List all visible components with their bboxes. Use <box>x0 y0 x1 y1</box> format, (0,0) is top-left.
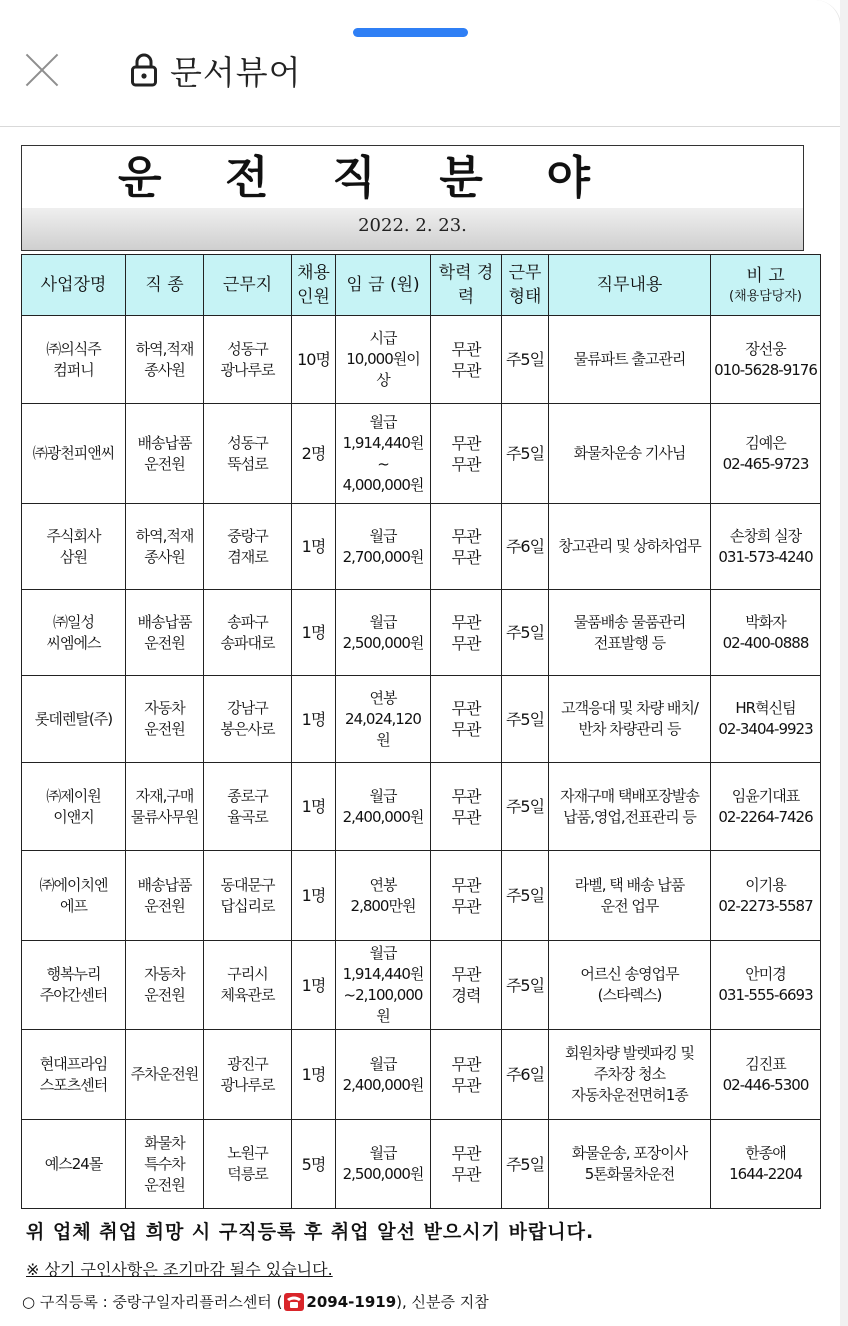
hiring-count-cell <box>292 1030 336 1120</box>
footer-early-close-note: ※ 상기 구인사항은 조기마감 될수 있습니다. <box>26 1260 333 1279</box>
job-type-cell-text: 자동차 운전원 <box>144 965 185 1004</box>
job-type-cell <box>126 316 204 404</box>
contact-cell-text: 손창희 실장 031-573-4240 <box>718 526 813 566</box>
table-row <box>22 1120 821 1209</box>
table-row <box>22 1030 821 1120</box>
job-type-cell-text: 주차운전원 <box>130 1065 199 1083</box>
table-row <box>22 851 821 941</box>
hiring-count-cell <box>292 316 336 404</box>
wage-cell <box>336 941 431 1030</box>
company-cell-text: 행복누리 주야간센터 <box>39 965 108 1004</box>
column-header-sublabel: (채용담당자) <box>729 289 802 304</box>
hiring-count-cell <box>292 404 336 504</box>
wage-cell-text: 월급 1,914,440원 ~2,100,000 원 <box>342 944 424 1025</box>
education-career-cell <box>431 851 502 941</box>
company-cell <box>22 763 126 851</box>
education-career-cell-text: 무관 무관 <box>451 1054 481 1095</box>
wage-cell-text: 월급 2,400,000원 <box>342 1054 424 1094</box>
duty-cell-text: 화물차운송 기사님 <box>573 444 686 462</box>
document-date: 2022. 2. 23. <box>21 208 804 251</box>
location-cell-text: 강남구 봉은사로 <box>220 699 275 738</box>
wage-cell-text: 월급 2,500,000원 <box>342 612 424 652</box>
education-career-cell-text: 무관 무관 <box>451 612 481 653</box>
table-row <box>22 590 821 676</box>
job-type-cell <box>126 504 204 590</box>
lock-icon <box>130 53 158 87</box>
work-schedule-cell-text: 주5일 <box>505 350 545 369</box>
hiring-count-cell-text: 1명 <box>301 1065 326 1084</box>
job-type-cell <box>126 1120 204 1209</box>
contact-cell <box>711 676 821 763</box>
work-schedule-cell <box>502 676 549 763</box>
education-career-cell-text: 무관 무관 <box>451 875 481 916</box>
education-career-cell <box>431 316 502 404</box>
location-cell-text: 구리시 체육관로 <box>220 965 275 1004</box>
table-row <box>22 316 821 404</box>
location-cell <box>204 504 292 590</box>
contact-cell <box>711 763 821 851</box>
job-type-cell <box>126 851 204 941</box>
hiring-count-cell-text: 5명 <box>301 1154 326 1174</box>
column-header-label: 근무 형태 <box>508 263 542 307</box>
company-cell-text: ㈜제이원 이앤지 <box>46 786 101 826</box>
wage-cell <box>336 1120 431 1209</box>
work-schedule-cell <box>502 763 549 851</box>
work-schedule-cell-text: 주5일 <box>505 797 545 816</box>
duty-cell <box>549 851 711 941</box>
location-cell-text: 송파구 송파대로 <box>220 612 275 652</box>
wage-cell <box>336 676 431 763</box>
table-row <box>22 763 821 851</box>
registration-suffix: ), 신분증 지참 <box>396 1293 489 1311</box>
registration-prefix: ○ 구직등록 : 중랑구일자리플러스센터 ( <box>22 1293 283 1311</box>
location-cell <box>204 676 292 763</box>
education-career-cell <box>431 941 502 1030</box>
header-divider <box>0 126 840 127</box>
document-title: 운 전 직 분 야 <box>118 151 615 204</box>
education-career-cell <box>431 590 502 676</box>
education-career-cell <box>431 676 502 763</box>
work-schedule-cell-text: 주6일 <box>505 537 545 556</box>
job-type-cell <box>126 1030 204 1120</box>
company-cell-text: 현대프라임 스포츠센터 <box>39 1054 108 1094</box>
company-cell <box>22 1030 126 1120</box>
company-cell <box>22 404 126 504</box>
job-type-cell <box>126 676 204 763</box>
hiring-count-cell-text: 2명 <box>301 444 326 463</box>
column-header <box>126 255 204 316</box>
location-cell-text: 성동구 뚝섬로 <box>227 433 268 473</box>
contact-cell-text: 김예은 02-465-9723 <box>722 433 809 473</box>
hiring-count-cell <box>292 590 336 676</box>
education-career-cell-text: 무관 무관 <box>451 786 481 827</box>
wage-cell-text: 월급 2,500,000원 <box>342 1144 424 1183</box>
phone-icon <box>284 1293 304 1311</box>
work-schedule-cell-text: 주5일 <box>505 1154 545 1174</box>
viewer-title: 문서뷰어 <box>170 52 302 92</box>
footer-notice: 위 업체 취업 희망 시 구직등록 후 취업 알선 받으시기 바랍니다. <box>26 1221 595 1243</box>
company-cell-text: 예스24몰 <box>44 1154 103 1173</box>
contact-cell <box>711 851 821 941</box>
wage-cell <box>336 763 431 851</box>
drag-handle[interactable] <box>353 28 468 37</box>
duty-cell-text: 창고관리 및 상하차업무 <box>558 537 701 555</box>
company-cell <box>22 316 126 404</box>
table-body <box>22 316 821 1209</box>
company-cell-text: ㈜일성 씨엠에스 <box>46 612 101 652</box>
work-schedule-cell <box>502 851 549 941</box>
duty-cell <box>549 404 711 504</box>
wage-cell <box>336 851 431 941</box>
contact-cell-text: 한종애 1644-2204 <box>729 1144 802 1183</box>
contact-cell-text: HR혁신팀 02-3404-9923 <box>718 699 813 738</box>
education-career-cell-text: 무관 무관 <box>451 526 481 567</box>
close-button[interactable] <box>16 44 68 96</box>
location-cell <box>204 316 292 404</box>
column-header <box>549 255 711 316</box>
wage-cell-text: 연봉 24,024,120 원 <box>345 688 421 749</box>
hiring-count-cell <box>292 851 336 941</box>
column-header-label: 직 종 <box>145 275 184 295</box>
contact-cell-text: 김진표 02-446-5300 <box>722 1054 809 1094</box>
education-career-cell <box>431 404 502 504</box>
table-row <box>22 504 821 590</box>
education-career-cell-text: 무관 무관 <box>451 339 481 380</box>
table-header-row <box>22 255 821 316</box>
duty-cell-text: 화물운송, 포장이사 5톤화물차운전 <box>571 1144 688 1183</box>
work-schedule-cell-text: 주5일 <box>505 886 545 905</box>
background-strip <box>840 0 848 1326</box>
contact-cell <box>711 1030 821 1120</box>
company-cell-text: ㈜광천피앤씨 <box>32 444 115 462</box>
education-career-cell-text: 무관 무관 <box>451 433 481 474</box>
column-header-label: 학력 경력 <box>438 263 494 307</box>
wage-cell-text: 월급 2,400,000원 <box>342 786 424 826</box>
contact-cell <box>711 504 821 590</box>
document-title-box <box>21 145 804 210</box>
duty-cell <box>549 504 711 590</box>
job-type-cell-text: 하역,적재 종사원 <box>135 526 194 566</box>
location-cell <box>204 763 292 851</box>
contact-cell <box>711 941 821 1030</box>
column-header <box>431 255 502 316</box>
company-cell <box>22 504 126 590</box>
location-cell-text: 종로구 율곡로 <box>227 786 268 826</box>
location-cell <box>204 941 292 1030</box>
column-header <box>502 255 549 316</box>
education-career-cell <box>431 1030 502 1120</box>
hiring-count-cell-text: 1명 <box>301 975 326 995</box>
wage-cell-text: 시급 10,000원이 상 <box>346 329 420 389</box>
hiring-count-cell <box>292 763 336 851</box>
work-schedule-cell-text: 주6일 <box>505 1065 545 1084</box>
job-type-cell <box>126 404 204 504</box>
job-type-cell <box>126 941 204 1030</box>
hiring-count-cell-text: 1명 <box>301 797 326 816</box>
education-career-cell-text: 무관 무관 <box>451 1144 481 1184</box>
hiring-count-cell-text: 1명 <box>301 623 326 642</box>
job-type-cell <box>126 590 204 676</box>
contact-cell-text: 안미경 031-555-6693 <box>718 965 813 1004</box>
company-cell <box>22 851 126 941</box>
duty-cell <box>549 316 711 404</box>
location-cell <box>204 404 292 504</box>
wage-cell <box>336 504 431 590</box>
work-schedule-cell <box>502 1120 549 1209</box>
hiring-count-cell <box>292 504 336 590</box>
duty-cell <box>549 1030 711 1120</box>
work-schedule-cell-text: 주5일 <box>505 709 545 729</box>
location-cell <box>204 1120 292 1209</box>
education-career-cell-text: 무관 무관 <box>451 699 481 739</box>
job-type-cell-text: 하역,적재 종사원 <box>135 339 194 379</box>
job-type-cell-text: 배송납품 운전원 <box>137 433 192 473</box>
wage-cell <box>336 404 431 504</box>
contact-cell <box>711 590 821 676</box>
education-career-cell <box>431 504 502 590</box>
table-row <box>22 404 821 504</box>
work-schedule-cell-text: 주5일 <box>505 623 545 642</box>
hiring-count-cell-text: 1명 <box>301 886 326 905</box>
hiring-count-cell-text: 1명 <box>301 537 326 556</box>
column-header <box>204 255 292 316</box>
location-cell-text: 광진구 광나루로 <box>220 1054 275 1094</box>
duty-cell <box>549 763 711 851</box>
duty-cell-text: 자재구매 택배포장발송 납품,영업,전표관리 등 <box>560 786 699 826</box>
duty-cell-text: 물품배송 물품관리 전표발행 등 <box>573 612 686 652</box>
wage-cell <box>336 316 431 404</box>
job-type-cell-text: 자재,구매 물류사무원 <box>130 786 199 826</box>
duty-cell-text: 회원차량 발렛파킹 및 주차장 청소 자동차운전면허1종 <box>565 1044 694 1104</box>
column-header <box>292 255 336 316</box>
wage-cell <box>336 590 431 676</box>
location-cell <box>204 851 292 941</box>
location-cell-text: 노원구 덕릉로 <box>227 1144 268 1183</box>
location-cell-text: 동대문구 답십리로 <box>220 875 275 915</box>
job-type-cell-text: 배송납품 운전원 <box>137 875 192 915</box>
location-cell <box>204 590 292 676</box>
job-type-cell-text: 자동차 운전원 <box>144 699 185 738</box>
hiring-count-cell <box>292 1120 336 1209</box>
job-listing-table <box>21 254 821 1209</box>
column-header-label: 근무지 <box>222 275 273 295</box>
education-career-cell <box>431 763 502 851</box>
viewer-header <box>130 48 302 92</box>
company-cell <box>22 941 126 1030</box>
wage-cell <box>336 1030 431 1120</box>
company-cell-text: ㈜에이치엔 에프 <box>39 875 108 915</box>
contact-cell-text: 이기용 02-2273-5587 <box>718 875 813 915</box>
column-header-label: 직무내용 <box>596 275 663 295</box>
contact-cell-text: 박화자 02-400-0888 <box>722 612 809 652</box>
column-header-label: 임 금 (원) <box>346 275 420 295</box>
work-schedule-cell <box>502 590 549 676</box>
duty-cell <box>549 941 711 1030</box>
duty-cell <box>549 1120 711 1209</box>
column-header-label: 사업장명 <box>40 275 107 295</box>
wage-cell-text: 연봉 2,800만원 <box>350 875 416 915</box>
location-cell-text: 중랑구 겸재로 <box>227 526 268 566</box>
table-row <box>22 941 821 1030</box>
company-cell-text: 주식회사 삼원 <box>46 526 101 566</box>
contact-cell-text: 임윤기대표 02-2264-7426 <box>718 786 813 826</box>
column-header-label: 채용 인원 <box>297 263 330 307</box>
education-career-cell <box>431 1120 502 1209</box>
contact-cell <box>711 404 821 504</box>
work-schedule-cell <box>502 316 549 404</box>
education-career-cell-text: 무관 경력 <box>451 965 481 1005</box>
duty-cell-text: 어르신 송영업무 (스타렉스) <box>580 965 679 1004</box>
job-type-cell <box>126 763 204 851</box>
work-schedule-cell-text: 주5일 <box>505 444 545 463</box>
work-schedule-cell <box>502 1030 549 1120</box>
duty-cell-text: 고객응대 및 차량 배치/ 반차 차량관리 등 <box>561 699 698 738</box>
company-cell <box>22 676 126 763</box>
hiring-count-cell-text: 1명 <box>301 709 326 729</box>
duty-cell <box>549 590 711 676</box>
duty-cell <box>549 676 711 763</box>
company-cell <box>22 1120 126 1209</box>
hiring-count-cell-text: 10명 <box>297 350 330 369</box>
wage-cell-text: 월급 2,700,000원 <box>342 526 424 566</box>
contact-cell-text: 장선웅 010-5628-9176 <box>714 339 817 379</box>
duty-cell-text: 라벨, 택 배송 납품 운전 업무 <box>574 875 685 915</box>
work-schedule-cell-text: 주5일 <box>505 975 545 995</box>
location-cell-text: 성동구 광나루로 <box>220 339 275 379</box>
column-header <box>22 255 126 316</box>
work-schedule-cell <box>502 941 549 1030</box>
table-row <box>22 676 821 763</box>
company-cell-text: ㈜의식주 컴퍼니 <box>46 339 101 379</box>
job-type-cell-text: 화물차 특수차 운전원 <box>144 1133 185 1194</box>
duty-cell-text: 물류파트 출고관리 <box>573 350 686 368</box>
contact-cell <box>711 1120 821 1209</box>
hiring-count-cell <box>292 941 336 1030</box>
column-header <box>711 255 821 316</box>
contact-cell <box>711 316 821 404</box>
location-cell <box>204 1030 292 1120</box>
work-schedule-cell <box>502 504 549 590</box>
hiring-count-cell <box>292 676 336 763</box>
work-schedule-cell <box>502 404 549 504</box>
registration-phone[interactable]: 2094-1919 <box>306 1292 397 1311</box>
company-cell <box>22 590 126 676</box>
column-header-label: 비 고 <box>746 266 785 286</box>
wage-cell-text: 월급 1,914,440원 ~ 4,000,000원 <box>342 412 424 494</box>
footer-registration <box>22 1291 489 1312</box>
company-cell-text: 롯데렌탈(주) <box>34 709 113 728</box>
column-header <box>336 255 431 316</box>
job-type-cell-text: 배송납품 운전원 <box>137 612 192 652</box>
